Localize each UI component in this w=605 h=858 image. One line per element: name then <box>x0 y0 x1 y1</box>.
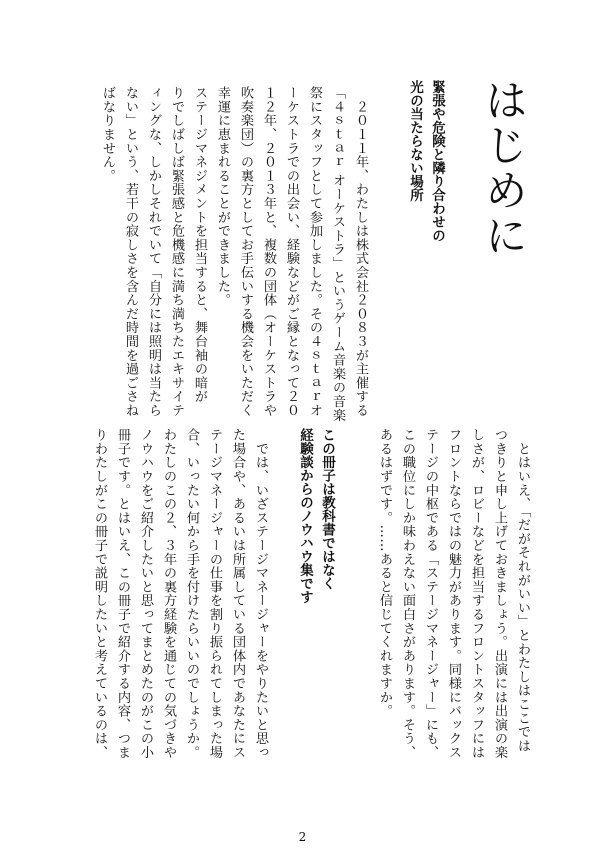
section-line: テージマネージャーの仕事を割り振られてしまった場 <box>207 428 222 760</box>
intro-line: ステージマネジメントを担当すると、舞台袖の暗が <box>192 86 207 404</box>
paragraph-line: とはいえ、「だがそれがいい」とわたしはここでは <box>515 428 530 753</box>
paragraph-line: しさが、ロビーなどを担当するフロントスタッフには <box>469 428 484 760</box>
intro-line: りでしばしば緊張感と危機感に満ち満ちたエキサイテ <box>169 86 184 418</box>
intro-line: 祭にスタッフとして参加しました。その４ｓｔａｒオ <box>307 86 322 418</box>
intro-line: 吹奏楽団）の裏方としてお手伝いする機会をいただく <box>238 86 253 418</box>
intro-line: ィングな、しかしそれでいて「自分には照明は当たら <box>146 86 161 418</box>
page-title: はじめに <box>478 78 528 258</box>
section-heading: 経験談からのノウハウ集です <box>297 428 313 604</box>
intro-line: １２年、２０１３年と、複数の団体（オーケストラや <box>261 86 276 418</box>
paragraph-line: つきりと申し上げておきましょう。出演には出演の楽 <box>492 428 507 760</box>
section-line: た場合や、あるいは所属している団体内であなたにス <box>230 428 245 760</box>
paragraph-line: この職位にしか味わえない面白さがあります。そう、 <box>400 428 415 760</box>
paragraph-line: フロントならではの魅力があります。同様にバックス <box>446 428 461 760</box>
section-heading: この冊子は教科書ではなく <box>319 428 335 590</box>
section-line: 合、いったい何から手を付けたらいいのでしょうか。 <box>184 428 199 760</box>
intro-line: ない」という、若干の寂しさを含んだ時間を過ごさね <box>123 86 138 418</box>
section-line: わたしのこの２、３年の裏方経験を通じての気づきや <box>161 428 176 760</box>
section-line: ノウハウをご紹介したいと思ってまとめたのがこの小 <box>138 428 153 760</box>
section-line: りわたしがこの冊子で説明したいと考えているのは、 <box>92 428 107 760</box>
subtitle-line: 緊張や危険と隣り合わせの <box>429 80 445 242</box>
section-line: 冊子です。とはいえ、この冊子で紹介する内容、つま <box>115 428 130 760</box>
paragraph-line: テージの中枢である「ステージマネージャー」にも、 <box>423 428 438 760</box>
subtitle-line: 光の当たらない場所 <box>407 80 423 202</box>
intro-line: 幸運に恵まれることができました。 <box>215 86 230 307</box>
paragraph-line: あるはずです。……あると信じてくれますか。 <box>377 428 392 718</box>
intro-line: ーケストラでの出会い、経験などがご縁となって２０ <box>284 86 299 418</box>
intro-line: 「４ｓｔａｒ オーケストラ」というゲーム音楽の音楽 <box>330 86 345 422</box>
intro-line: ばなりません。 <box>100 86 115 183</box>
intro-line: ２０１１年、わたしは株式会社２０８３が主催する <box>353 86 368 418</box>
page-number: 2 <box>298 830 307 844</box>
section-line: では、いざステージマネージャーをやりたいと思っ <box>253 428 268 760</box>
